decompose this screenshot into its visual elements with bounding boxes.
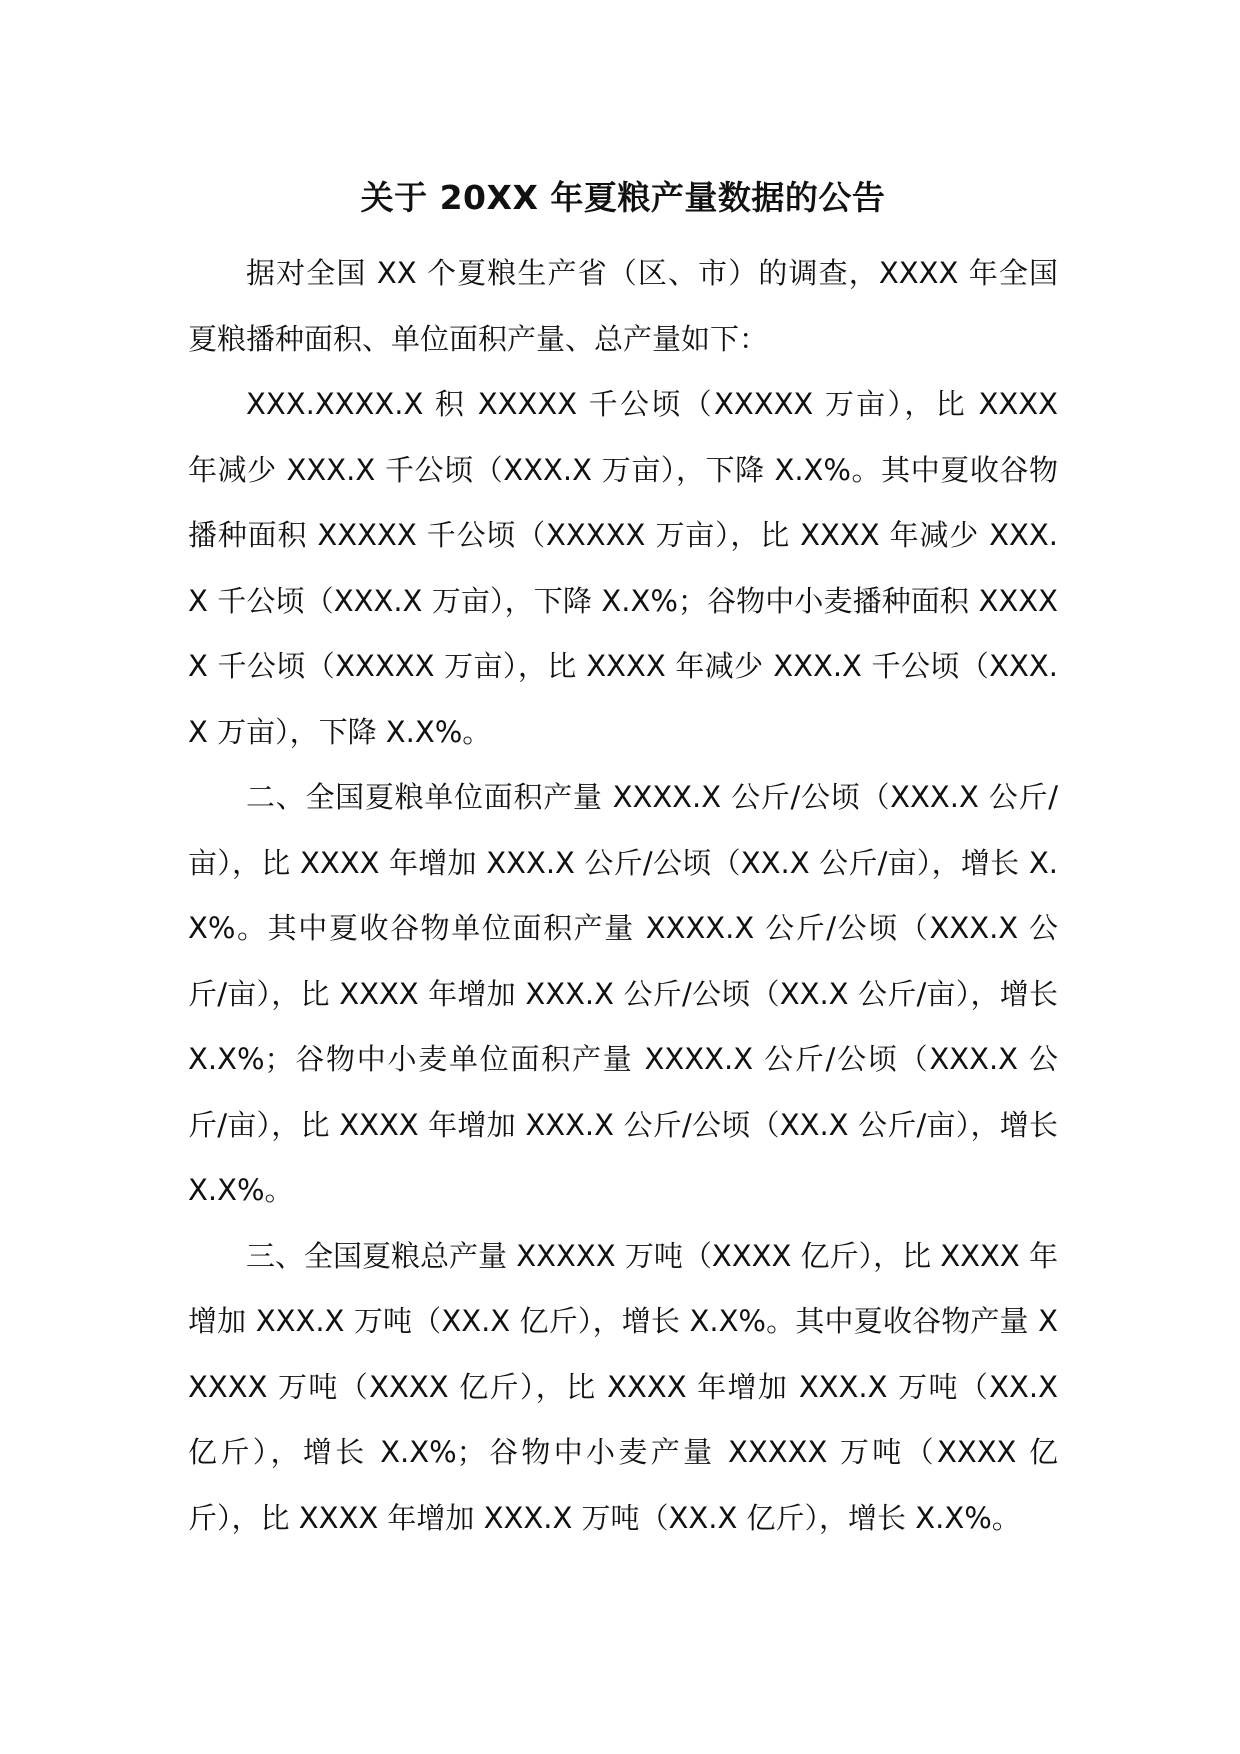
paragraph-total-output: 三、全国夏粮总产量 XXXXX 万吨（XXXX 亿斤），比 XXXX 年增加 XXX.X 万吨（XX.X 亿斤），增长 X.X%。其中夏收谷物产量 XXXXX 万吨（XXXX 亿斤），比 XXXX 年增加 XXX.X 万吨（XX.X 亿斤），增长 X.X%；谷物中小麦产量 XXXXX 万吨（XXXX 亿斤），比 XXXX 年增加 XXX.X 万吨（XX.X 亿斤），增长 X.X%。	[188, 1238, 1058, 1535]
paragraph-sown-area: XXX.XXXX.X 积 XXXXX 千公顷（XXXXX 万亩），比 XXXX 年减少 XXX.X 千公顷（XXX.X 万亩），下降 X.X%。其中夏收谷物播种面积 XXXXX 千公顷（XXXXX 万亩），比 XXXX 年减少 XXX.X 千公顷（XXX.X 万亩），下降 X.X%；谷物中小麦播种面积 XXXXX 千公顷（XXXXX 万亩），比 XXXX 年减少 XXX.X 千公顷（XXX.X 万亩），下降 X.X%。	[188, 387, 1058, 749]
paragraph-yield-per-unit: 二、全国夏粮单位面积产量 XXXX.X 公斤/公顷（XXX.X 公斤/亩），比 XXXX 年增加 XXX.X 公斤/公顷（XX.X 公斤/亩），增长 X.X%。其中夏收谷物单位面积产量 XXXX.X 公斤/公顷（XXX.X 公斤/亩），比 XXXX 年增加 XXX.X 公斤/公顷（XX.X 公斤/亩），增长 X.X%；谷物中小麦单位面积产量 XXXX.X 公斤/公顷（XXX.X 公斤/亩），比 XXXX 年增加 XXX.X 公斤/公顷（XX.X 公斤/亩），增长 X.X%。	[188, 780, 1058, 1207]
paragraph-intro: 据对全国 XX 个夏粮生产省（区、市）的调查，XXXX 年全国夏粮播种面积、单位面积产量、总产量如下：	[188, 256, 1058, 356]
document-body	[188, 241, 1058, 1551]
document-title: 关于 20XX 年夏粮产量数据的公告	[360, 178, 886, 217]
